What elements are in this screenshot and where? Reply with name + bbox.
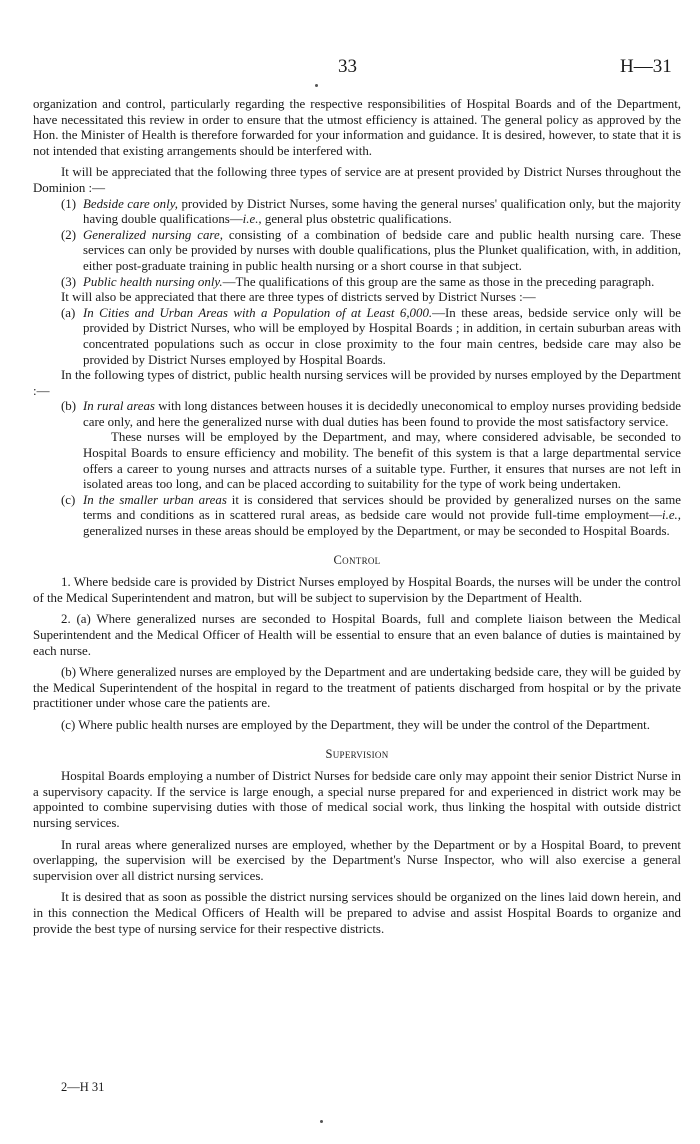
district-item [33, 493, 681, 540]
item-marker: (a) [61, 305, 76, 320]
supervision-paragraph: It is desired that as soon as possible the district nursing services should be organized on the lines laid down herein, and in this connection the Medical Officers of Health will be prepared to advise and assist Hospital Boards to organize and provide the best type of nursing service for their respective districts. [33, 890, 681, 936]
district-item [33, 306, 681, 368]
item-title: Generalized nursing care, [83, 227, 223, 242]
supervision-paragraph: In rural areas where generalized nurses are employed, whether by the Department or by a Hospital Board, to prevent overlapping, the supervision will be exercised by the Department's Nurse Inspector, who will also exercise a general supervision over all district nursing services. [33, 837, 681, 883]
section-heading-control: Control [333, 552, 381, 567]
item-title: In Cities and Urban Areas with a Population of at Least 6,000. [83, 305, 433, 320]
item-emphasis: i.e., [242, 212, 262, 227]
districts-intro: It will also be appreciated that there are three types of districts served by District Nurses :— [61, 290, 536, 305]
document-body [33, 97, 681, 937]
item-marker: (b) [61, 399, 77, 414]
item-text: with long distances between houses it is decidedly uneconomical to employ nurses providing bedside care only, and here the generalized nurse with dual duties has been found to provide the most satisfactory service. [83, 399, 682, 429]
supervision-paragraph: Hospital Boards employing a number of District Nurses for bedside care only may appoint their senior District Nurse in a supervisory capacity. If the service is large enough, a special nurse prepared for and experienced in district work may be appointed to combine supervising duties with those of medical social work, thus linking the hospital with outside district nursing services. [33, 769, 681, 830]
service-type-item [33, 275, 681, 291]
item-text: —In these areas, bedside service only will be provided by District Nurses, who will be employed by Hospital Boards ; in addition, in certain suburban areas with concentrated populations such as occur in close proximity to the four main centres, bedside care may also be provided by District Nurses employed by Hospital Boards. [83, 305, 681, 367]
section-heading-supervision: Supervision [325, 746, 389, 761]
item-title: In rural areas [83, 399, 155, 414]
item-title: Bedside care only, [83, 196, 178, 211]
item-text: it is considered that services should be provided by generalized nurses on the same terms and conditions as in scattered rural areas, as bedside care would not provide full-time employment— [83, 492, 681, 523]
item-emphasis: i.e., [662, 508, 681, 523]
control-paragraph: (b) Where generalized nurses are employed by the Department and are undertaking bedside care, they will be guided by the Medical Superintendent of the hospital in regard to the treatment of patients discharged from hospital or by the private practitioner under whose care the patients are. [33, 665, 681, 711]
service-type-item [33, 228, 681, 275]
page-number: 33 [338, 56, 357, 77]
intro-paragraph: organization and control, particularly regarding the respective responsibilities of Hospital Boards and of the Department, have necessitated this review in order to ensure that the utmost efficiency is attained. The general policy as approved by the Hon. the Minister of Health is therefore forwarded for your information and guidance. It is desired, however, to state that it is not intended that existing arrangements should be interfered with. [33, 97, 681, 158]
document-reference: H—31 [620, 56, 672, 77]
item-tail: general plus obstetric qualifications. [261, 212, 452, 227]
item-text: —The qualifications of this group are the same as those in the preceding paragraph. [222, 274, 655, 289]
item-tail: generalized nurses in these areas should be employed by the Department, or may be seconded to Hospital Boards. [83, 524, 670, 539]
item-marker: (1) [61, 196, 77, 211]
service-type-item [33, 197, 681, 228]
page-header [0, 56, 700, 78]
signature-mark: 2—H 31 [61, 1080, 105, 1094]
stray-mark [320, 1120, 323, 1123]
control-paragraph: 1. Where bedside care is provided by District Nurses employed by Hospital Boards, the nurses will be under the control of the Medical Superintendent and matron, but will be subject to supervision by the Department of Health. [33, 575, 681, 605]
district-item-continuation: These nurses will be employed by the Department, and may, where considered advisable, be seconded to Hospital Boards to ensure efficiency and mobility. The benefit of this system is that a large departmental service offers a career to young nurses and attracts nurses of a suitable type. Further, it ensures that nurses are not left in isolated areas too long, and can be placed according to suitability for the type of work being undertaken. [83, 430, 681, 492]
service-types-intro: It will be appreciated that the following three types of service are at present provided by District Nurses throughout the Dominion :— [33, 165, 681, 195]
item-text: provided by District Nurses, some having the general nurses' qualification only, but the majority having double qualifications— [83, 196, 681, 227]
control-paragraph: (c) Where public health nurses are employed by the Department, they will be under the control of the Department. [61, 717, 650, 732]
control-paragraph: 2. (a) Where generalized nurses are seconded to Hospital Boards, full and complete liaison between the Medical Superintendent and the Medical Officer of Health will be essential to ensure that an even balance of duties is maintained by each nurse. [33, 612, 681, 658]
item-title: Public health nursing only. [83, 274, 223, 289]
item-marker: (2) [61, 227, 77, 242]
public-health-intro: In the following types of district, public health nursing services will be provided by nurses employed by the Department :— [33, 368, 681, 398]
stray-mark [315, 84, 318, 87]
district-item [33, 399, 681, 430]
item-marker: (c) [61, 492, 76, 507]
item-text: consisting of a combination of bedside care and public health nursing care. These services can only be provided by nurses with double qualifications, plus the Plunket qualification, with, in addition, either post-graduate training in public health nursing or a short course in that subject. [83, 227, 682, 273]
item-marker: (3) [61, 274, 77, 289]
item-title: In the smaller urban areas [83, 492, 227, 507]
